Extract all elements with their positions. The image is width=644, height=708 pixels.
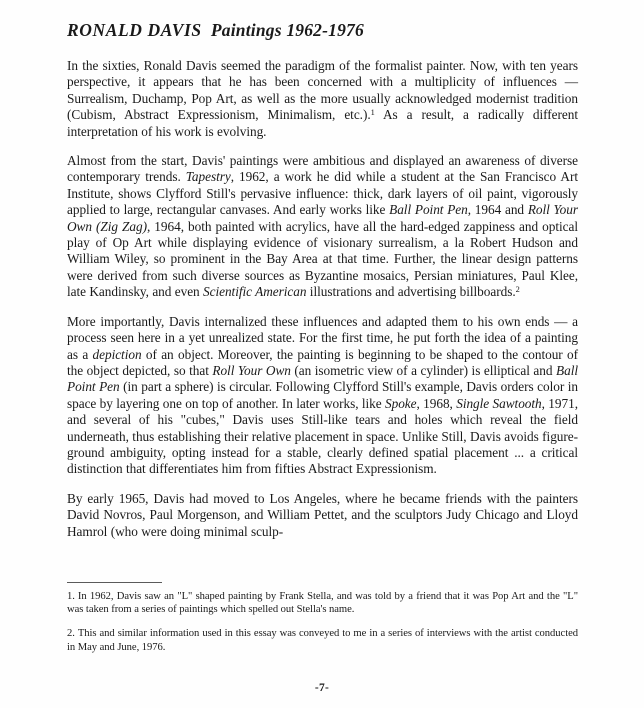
page-title-artist: RONALD DAVIS <box>67 20 202 40</box>
publication-title-scientific-american: Scientific American <box>203 284 307 300</box>
footnote-text-2: This and similar information used in this essay was conveyed to me in a series of interviews with the artist conducted in May and June, 1976. <box>67 628 578 653</box>
page-number: -7- <box>314 682 330 694</box>
artwork-title-roll-your-own-2: Roll Your Own <box>212 362 291 378</box>
artwork-title-roll-your-own: Roll Your Own (Zig Zag) <box>67 202 578 234</box>
body-paragraph-3: More importantly, Davis internalized these influences and adapted them to his own ends — a process seen here in a yet unrealized state. For the first time, he put forth the idea of a painting as a depiction of an object. Moreover, the painting is beginning to be shaped to the contour of the object depicted, so that Roll Your Own (an isometric view of a cylinder) is elliptical and Ball Point Pen (in part a sphere) is circular. Following Clyfford Still's example, Davis orders color in space by layering one on top of another. In later works, like Spoke, 1968, Single Sawtooth, 1971, and several of his "cubes," Davis uses Still-like tears and holes which reveal the field underneath, thus establishing their relative placement in space. Unlike Still, Davis avoids figure-ground ambiguity, opting instead for a stable, clearly defined spatial placement ... a critical distinction that differentiates him from fifties Abstract Expressionism. <box>67 313 578 477</box>
artwork-title-ball-point-pen: Ball Point Pen <box>389 202 468 218</box>
body-paragraph-4: By early 1965, Davis had moved to Los Angeles, where he became friends with the painters David Novros, Paul Morgenson, and William Pettet, and the sculptors Judy Chicago and Lloyd Hamrol (who were doing minimal sculp- <box>67 490 578 539</box>
footnote-separator-rule <box>67 582 162 583</box>
artwork-title-spoke: Spoke <box>385 395 417 411</box>
footnote-ref-2[interactable]: 2 <box>515 285 520 295</box>
footnote-number-1: 1. <box>67 591 75 602</box>
document-body <box>67 20 578 540</box>
footnote-ref-1[interactable]: 1 <box>370 108 375 118</box>
footnote-text-1: In 1962, Davis saw an "L" shaped painting by Frank Stella, and was told by a friend that it was Pop Art and the "L" was taken from a series of paintings which spelled out Stella's name. <box>67 591 578 616</box>
page-title <box>67 20 578 41</box>
artwork-title-single-sawtooth: Single Sawtooth <box>456 395 542 411</box>
footnote-item-2 <box>67 627 578 653</box>
body-paragraph-1: In the sixties, Ronald Davis seemed the paradigm of the formalist painter. Now, with ten years perspective, it appears that he has been concerned with a multiplicity of influences — Surrealism, Duchamp, Pop Art, as well as the more usually acknowledged modernist tradition (Cubism, Abstract Expressionism, Minimalism, etc.).$^1$ As a result, a radically different interpretation of his work is evolving. <box>67 58 578 139</box>
footnote-item-1 <box>67 590 578 616</box>
emphasis-depiction: depiction <box>92 346 142 362</box>
footnote-number-2: 2. <box>67 628 75 640</box>
body-paragraph-2: Almost from the start, Davis' paintings were ambitious and displayed an awareness of diverse contemporary trends. Tapestry, 1962, a work he did while a student at the San Francisco Art Institute, shows Clyfford Still's pervasive influence: thick, dark layers of oil paint, vigorously applied to large, rectangular canvases. And early works like Ball Point Pen, 1964 and Roll Your Own (Zig Zag), 1964, both painted with acrylics, have all the hard-edged zappiness and optical play of Op Art while displaying evidence of visionary surrealism, a la Robert Hudson and William Wiley, so prominent in the Bay Area at that time. Further, the linear design patterns were derived from such diverse sources as Byzantine mosaics, Persian miniatures, Paul Klee, late Kandinsky, and even Scientific American illustrations and advertising billboards.$^2$ <box>67 153 578 300</box>
footnotes-section <box>67 582 578 654</box>
artwork-title-tapestry: Tapestry <box>185 169 231 185</box>
artwork-title-ball-point-pen-2: Ball Point Pen <box>67 362 578 395</box>
page-title-subject: Paintings 1962-1976 <box>210 20 364 40</box>
